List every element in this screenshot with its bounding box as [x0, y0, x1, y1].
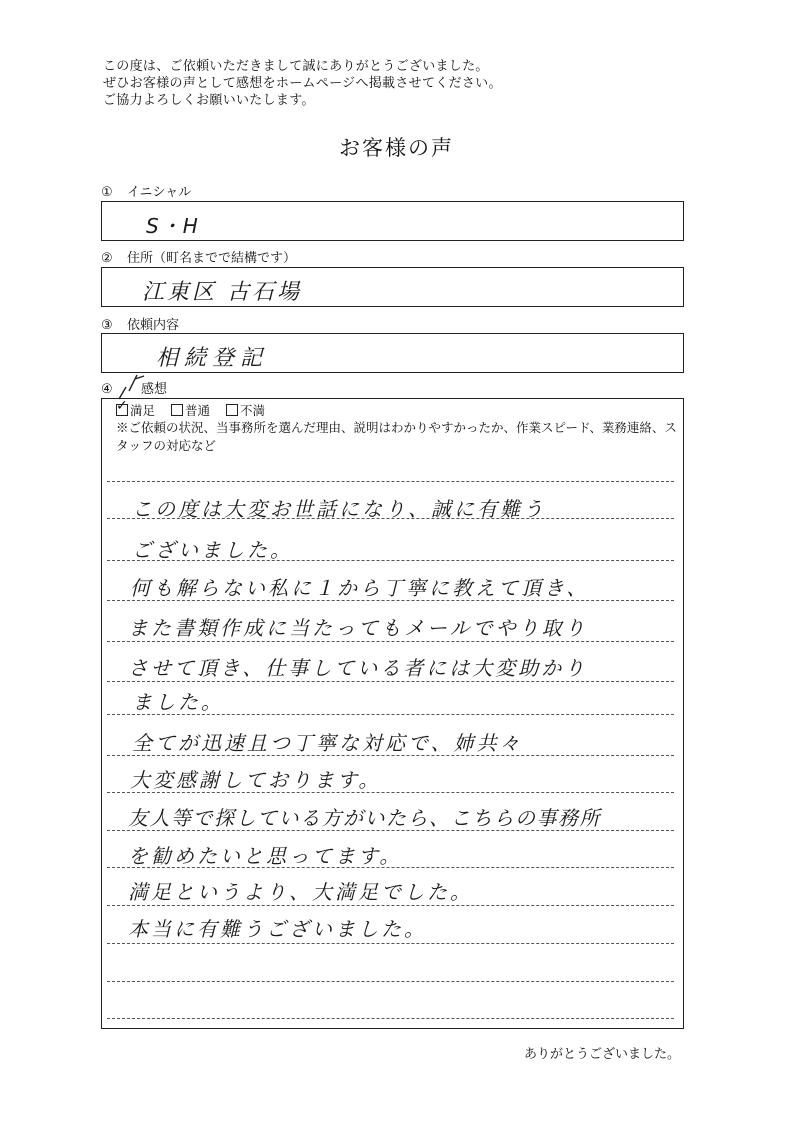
comment-line: 本当に有難うございました。: [128, 917, 427, 941]
comment-line: 何も解らない私に１から丁寧に教えて頂き、: [130, 576, 590, 600]
ruled-line: [107, 1018, 674, 1019]
ruled-line: [107, 481, 674, 482]
intro-text: [103, 58, 502, 109]
address-answer-box: [101, 267, 684, 307]
checkbox-icon[interactable]: [171, 404, 183, 416]
intro-line: ご協力よろしくお願いいたします。: [103, 93, 315, 108]
comment-line: 満足というより、大満足でした。: [128, 880, 473, 904]
question-text: 依頼内容: [127, 318, 180, 333]
request-answer-box: [101, 333, 684, 373]
initial-answer-box: [101, 201, 684, 241]
option-satisfied[interactable]: [116, 403, 155, 418]
comment-line: 大変感謝しております。: [130, 768, 382, 792]
option-label: 普通: [185, 403, 211, 418]
ruled-line: [107, 905, 674, 906]
ruled-line: [107, 943, 674, 944]
initial-answer: S・H: [146, 214, 200, 238]
option-label: 満足: [130, 403, 156, 418]
comment-line: また書類作成に当たってもメールでやり取り: [128, 616, 588, 640]
checkbox-icon[interactable]: [226, 404, 238, 416]
comment-line: を勧めたいと思ってます。: [128, 844, 403, 868]
impression-instructions: ※ご依頼の状況、当事務所を選んだ理由、説明はわかりやすかったか、作業スピード、業務連絡、スタッフの対応など: [116, 420, 677, 453]
question-request-label: [101, 314, 179, 333]
comment-line: させて頂き、仕事している者には大変助かり: [128, 656, 588, 680]
question-initial-label: [101, 181, 191, 200]
form-title: お客様の声: [339, 136, 454, 160]
intro-line: この度は、ご依頼いただきまして誠にありがとうございました。: [103, 59, 489, 74]
intro-line: ぜひお客様の声として感想をホームページへ掲載させてください。: [103, 76, 502, 91]
comment-line: この度は大変お世話になり、誠に有難う: [132, 497, 546, 521]
question-text: 住所（町名までで結構です）: [127, 251, 297, 266]
question-number: ①: [101, 185, 113, 200]
request-answer: 相続登記: [156, 346, 269, 371]
address-answer: 江東区 古石場: [142, 280, 302, 305]
question-address-label: [101, 247, 296, 266]
closing-text: ありがとうございました。: [523, 1047, 680, 1062]
ruled-line: [107, 981, 674, 982]
option-label: 不満: [240, 403, 266, 418]
option-unsatisfied[interactable]: [226, 403, 265, 418]
ruled-line: [107, 681, 674, 682]
checkbox-checked-icon[interactable]: [116, 404, 128, 416]
question-text: 感想: [141, 382, 168, 397]
question-number: ②: [101, 251, 113, 266]
question-number: ③: [101, 318, 113, 333]
comment-line: 全てが迅速且つ丁寧な対応で、姉共々: [132, 731, 523, 755]
ruled-line: [107, 641, 674, 642]
question-text: イニシャル: [127, 185, 192, 200]
comment-line: 友人等で探している方がいたら、こちらの事務所: [128, 806, 601, 830]
comment-line: ございました。: [132, 538, 293, 562]
question-number: ④: [101, 382, 113, 397]
option-normal[interactable]: [171, 403, 210, 418]
satisfaction-options: [116, 401, 277, 419]
comment-line: ました。: [132, 690, 224, 714]
